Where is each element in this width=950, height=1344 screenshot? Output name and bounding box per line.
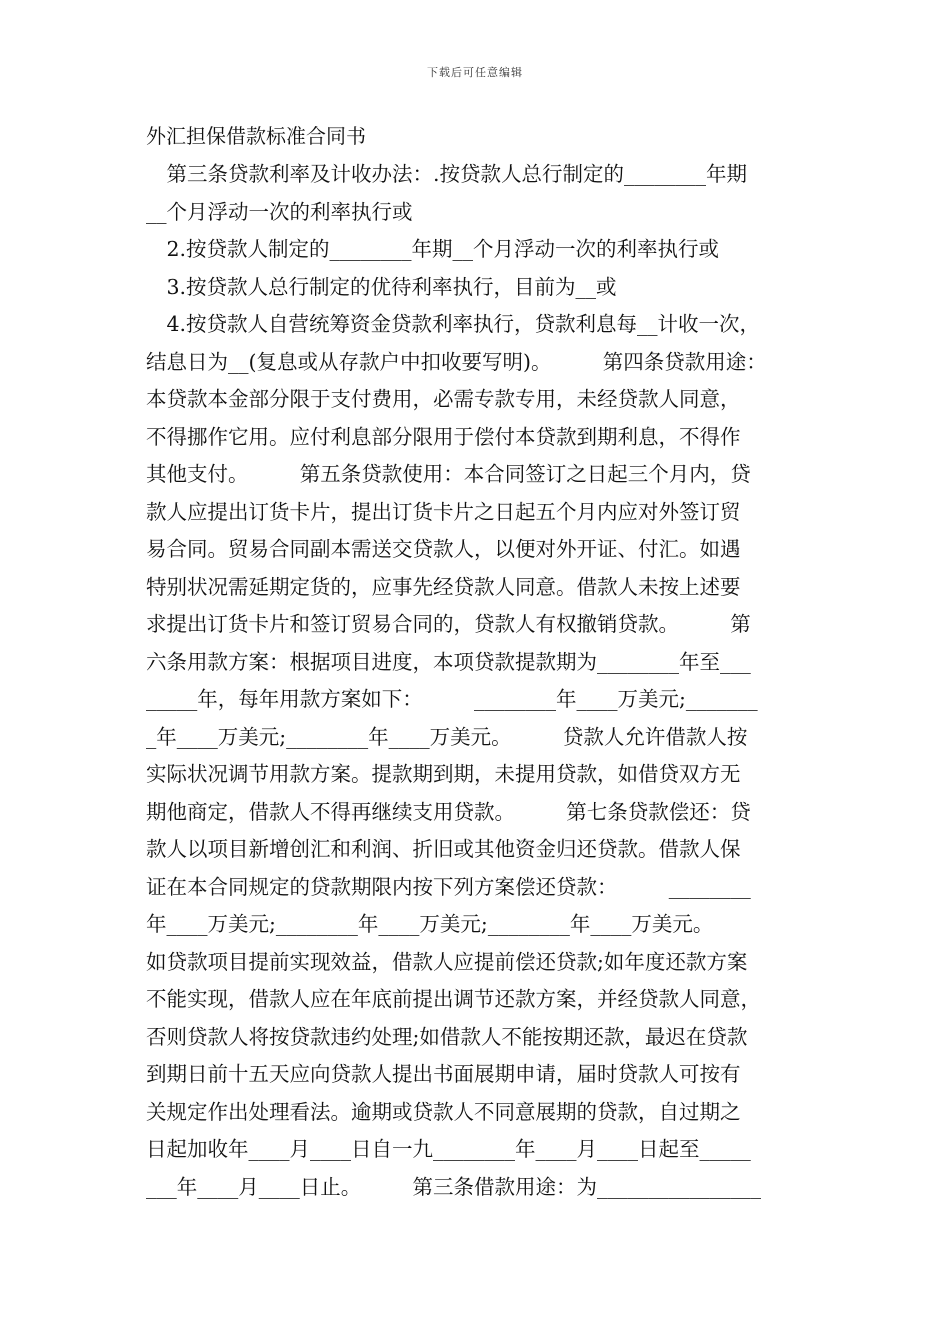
header-note: 下载后可任意编辑 bbox=[427, 66, 523, 79]
body-line: 款人以项目新增创汇和利润、折旧或其他资金归还贷款。借款人保 bbox=[146, 837, 741, 861]
body-line: 否则贷款人将按贷款违约处理;如借款人不能按期还款，最迟在贷款 bbox=[146, 1024, 748, 1049]
body-line: 本贷款本金部分限于支付费用，必需专款专用，未经贷款人同意， bbox=[146, 387, 741, 411]
body-line: 实际状况调节用款方案。提款期到期，未提用贷款，如借贷双方无 bbox=[146, 762, 741, 786]
body-line: 日起加收年____月____日自一九________年____月____日起至_____ bbox=[146, 1137, 751, 1161]
body-line: 3.按贷款人总行制定的优待利率执行，目前为__或 bbox=[146, 274, 617, 299]
body-line: 六条用款方案：根据项目进度，本项贷款提款期为________年至___ bbox=[146, 649, 751, 674]
body-line: 款人应提出订货卡片，提出订货卡片之日起五个月内应对外签订贸 bbox=[146, 499, 741, 524]
body-line: 4.按贷款人自营统筹资金贷款利率执行，贷款利息每__计收一次， bbox=[146, 312, 761, 336]
body-line: 如贷款项目提前实现效益，借款人应提前偿还贷款;如年度还款方案 bbox=[146, 949, 748, 974]
body-line: 易合同。贸易合同副本需送交贷款人，以便对外开证、付汇。如遇 bbox=[146, 537, 741, 561]
body-line: ___年____月____日止。 第三条借款用途：为________________ bbox=[146, 1174, 761, 1199]
body-line: _____年，每年用款方案如下： ________年____万美元;_______ bbox=[146, 687, 758, 711]
body-line: 特别状况需延期定货的，应事先经贷款人同意。借款人未按上述要 bbox=[146, 574, 741, 599]
body-line: 关规定作出处理看法。逾期或贷款人不同意展期的贷款，自过期之 bbox=[146, 1099, 741, 1124]
body-line: __个月浮动一次的利率执行或 bbox=[146, 199, 413, 224]
body-line: 结息日为__(复息或从存款户中扣收要写明)。 第四条贷款用途： bbox=[146, 349, 767, 374]
body-line: 其他支付。 第五条贷款使用：本合同签订之日起三个月内，贷 bbox=[146, 462, 751, 486]
body-line: 年____万美元;________年____万美元;________年____万美元。 bbox=[146, 912, 714, 936]
body-line: 期他商定，借款人不得再继续支用贷款。 第七条贷款偿还：贷 bbox=[146, 799, 751, 824]
document-title: 外汇担保借款标准合同书 bbox=[146, 124, 366, 148]
document-body bbox=[146, 156, 811, 1206]
body-line: 到期日前十五天应向贷款人提出书面展期申请，届时贷款人可按有 bbox=[146, 1062, 741, 1086]
body-line: 不得挪作它用。应付利息部分限用于偿付本贷款到期利息，不得作 bbox=[146, 424, 741, 449]
body-line: _年____万美元;________年____万美元。 贷款人允许借款人按 bbox=[146, 724, 748, 749]
body-line: 不能实现，借款人应在年底前提出调节还款方案，并经贷款人同意， bbox=[146, 987, 761, 1011]
body-line: 求提出订货卡片和签订贸易合同的，贷款人有权撤销贷款。 第 bbox=[146, 612, 751, 636]
body-line: 证在本合同规定的贷款期限内按下列方案偿还贷款： ________ bbox=[146, 874, 751, 899]
body-line: 2.按贷款人制定的________年期__个月浮动一次的利率执行或 bbox=[146, 237, 720, 261]
body-line: 第三条贷款利率及计收办法：.按贷款人总行制定的________年期 bbox=[146, 162, 748, 186]
